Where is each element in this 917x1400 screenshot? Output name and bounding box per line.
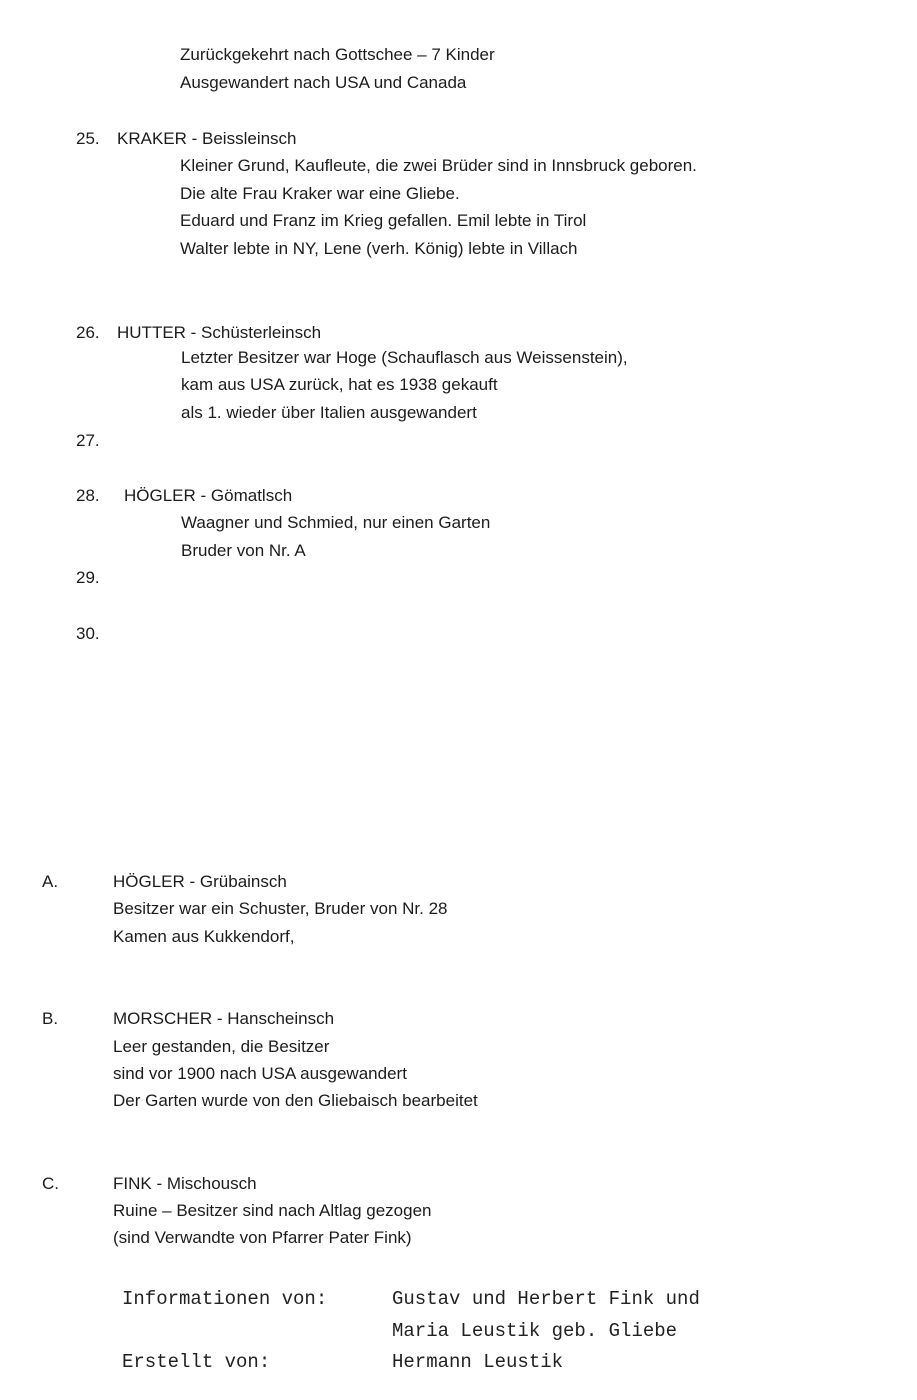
entry-line: Bruder von Nr. A: [181, 541, 306, 560]
entry-heading: HUTTER - Schüsterleinsch: [117, 323, 322, 342]
entry-line: Der Garten wurde von den Gliebaisch bearbeitet: [113, 1091, 478, 1110]
info-value: Gustav und Herbert Fink und: [392, 1288, 700, 1310]
entry-heading: HÖGLER - Gömatlsch: [124, 486, 293, 505]
entry-line: (sind Verwandte von Pfarrer Pater Fink): [113, 1228, 412, 1247]
entry-heading: KRAKER - Beissleinsch: [117, 129, 297, 148]
entry-line: sind vor 1900 nach USA ausgewandert: [113, 1064, 407, 1083]
info-value: Maria Leustik geb. Gliebe: [392, 1320, 678, 1342]
author-label: Erstellt von:: [122, 1351, 271, 1373]
entry-line: Die alte Frau Kraker war eine Gliebe.: [180, 184, 460, 203]
entry-line: Kamen aus Kukkendorf,: [113, 927, 295, 946]
entry-letter: B.: [42, 1009, 59, 1028]
author-value: Hermann Leustik: [392, 1351, 564, 1373]
entry-line: Walter lebte in NY, Lene (verh. König) lebte in Villach: [180, 239, 578, 258]
entry-heading: FINK - Mischousch: [113, 1174, 257, 1193]
entry-number: 28.: [76, 486, 100, 505]
entry-number: 30.: [76, 624, 100, 643]
entry-line: Leer gestanden, die Besitzer: [113, 1037, 330, 1056]
entry-line: als 1. wieder über Italien ausgewandert: [181, 403, 477, 422]
intro-line-2: Ausgewandert nach USA und Canada: [180, 73, 467, 92]
entry-heading: MORSCHER - Hanscheinsch: [113, 1009, 335, 1028]
entry-line: Eduard und Franz im Krieg gefallen. Emil lebte in Tirol: [180, 211, 587, 230]
entry-line: Kleiner Grund, Kaufleute, die zwei Brüder sind in Innsbruck geboren.: [180, 156, 697, 175]
entry-number: 29.: [76, 568, 100, 587]
entry-number: 26.: [76, 323, 100, 342]
info-label: Informationen von:: [122, 1288, 328, 1310]
entry-number: 25.: [76, 129, 100, 148]
entry-line: Ruine – Besitzer sind nach Altlag gezogen: [113, 1201, 432, 1220]
entry-letter: C.: [42, 1174, 59, 1193]
intro-line-1: Zurückgekehrt nach Gottschee – 7 Kinder: [180, 45, 495, 64]
entry-line: Besitzer war ein Schuster, Bruder von Nr. 28: [113, 899, 448, 918]
entry-line: Waagner und Schmied, nur einen Garten: [181, 513, 491, 532]
entry-line: Letzter Besitzer war Hoge (Schauflasch aus Weissenstein),: [181, 348, 628, 367]
entry-line: kam aus USA zurück, hat es 1938 gekauft: [181, 375, 498, 394]
entry-heading: HÖGLER - Grübainsch: [113, 872, 287, 891]
entry-letter: A.: [42, 872, 59, 891]
entry-number: 27.: [76, 431, 100, 450]
